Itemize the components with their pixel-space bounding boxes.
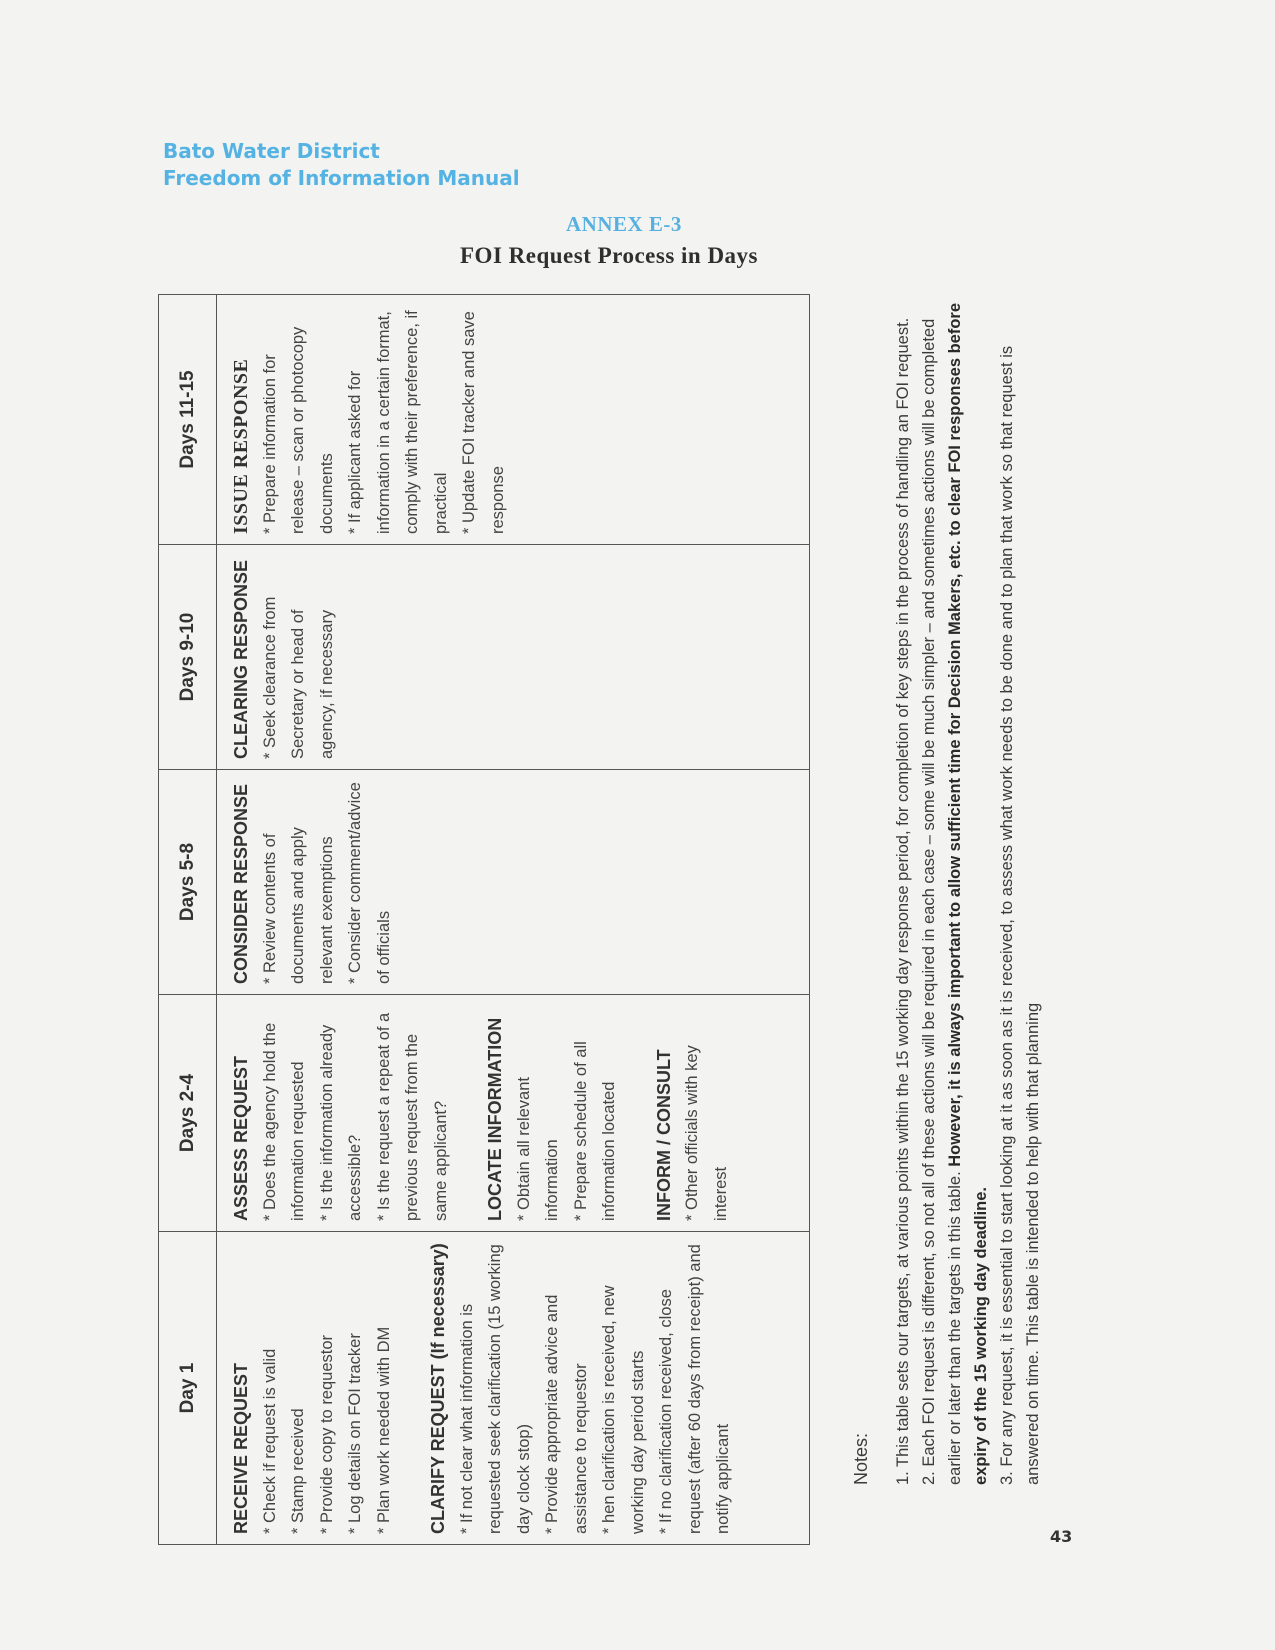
stage-title: ASSESS REQUEST	[231, 1055, 251, 1221]
step-item: * Obtain all relevant information	[514, 1077, 561, 1221]
column-header: Days 9-10	[159, 545, 217, 770]
stage-title: RECEIVE REQUEST	[231, 1362, 251, 1534]
page-title: FOI Request Process in Days	[460, 243, 759, 268]
step-item: * Prepare schedule of all information located	[571, 1041, 618, 1221]
step-item: * If no clarification received, close request (after 60 days from receipt) and notify applicant	[657, 1244, 732, 1534]
column-header: Days 2-4	[159, 995, 217, 1232]
foi-process-table	[158, 294, 810, 1545]
stage-title: CLARIFY REQUEST (If necessary)	[428, 1243, 448, 1534]
days-2-4-cell	[217, 995, 810, 1232]
step-item: * If applicant asked for information in a certain format, comply with their preference, if practical	[346, 310, 450, 534]
column-header: Days 5-8	[159, 770, 217, 995]
stage-title: ISSUE RESPONSE	[230, 358, 252, 534]
org-name: Bato Water District	[163, 139, 380, 163]
manual-title: Freedom of Information Manual	[163, 166, 520, 190]
annex-label: ANNEX E-3	[566, 212, 682, 236]
note-2	[916, 285, 994, 1485]
table-header-row	[159, 295, 217, 1545]
days-11-15-cell	[217, 295, 810, 545]
notes-heading: Notes:	[851, 1432, 871, 1485]
step-item: * Prepare information for release – scan or photocopy documents	[260, 326, 336, 534]
step-item: * Log details on FOI tracker	[346, 1333, 364, 1534]
step-item: * Review contents of documents and apply relevant exemptions	[260, 827, 336, 984]
note-2-text: 2. Each FOI request is different, so not all of these actions will be required in each case – some will be much simpler – and sometimes actions will be completed earlier or later than the targets in this table.	[920, 318, 964, 1485]
step-item: * Provide copy to requestor	[317, 1334, 336, 1534]
step-item: * Does the agency hold the information requested	[260, 1022, 307, 1221]
note-2-emphasis: However, it is always important to allow sufficient time for Decision Makers, etc. to clear FOI responses before expiry of the 15 working day deadline.	[946, 302, 990, 1485]
notes-section	[848, 285, 1046, 1485]
column-header: Days 11-15	[159, 295, 217, 545]
step-item: * Consider comment/advice of officials	[346, 782, 393, 984]
step-item: * If not clear what information is requested seek clarification (15 working day clock stop)	[457, 1244, 533, 1534]
note-1: 1. This table sets our targets, at various points within the 15 working day response period, for completion of key steps in the process of handling an FOI request.	[894, 317, 912, 1485]
column-header: Day 1	[159, 1232, 217, 1545]
days-9-10-cell	[217, 545, 810, 770]
day-1-cell	[217, 1232, 810, 1545]
note-3: 3. For any request, it is essential to start looking at it as soon as it is received, to assess what work needs to be done and to plan that work so that request is answered on time. This table is intended to help with that planning	[998, 345, 1042, 1485]
step-item: * Is the information already accessible?	[317, 1024, 364, 1221]
step-item: * Provide appropriate advice and assistance to requestor	[543, 1294, 590, 1534]
page-number: 43	[1050, 1527, 1073, 1546]
days-5-8-cell	[217, 770, 810, 995]
stage-title: CONSIDER RESPONSE	[231, 783, 251, 984]
step-item: * Check if request is valid	[260, 1348, 279, 1534]
step-item: * Plan work needed with DM	[374, 1326, 393, 1534]
step-item: * Other officials with key interest	[683, 1045, 730, 1221]
step-item: * Is the request a repeat of a previous request from the same applicant?	[374, 1012, 450, 1221]
stage-title: INFORM / CONSULT	[653, 1049, 674, 1221]
step-item: * Update FOI tracker and save response	[460, 311, 507, 534]
step-item: * Stamp received	[289, 1408, 307, 1534]
step-item: * Seek clearance from Secretary or head of agency, if necessary	[260, 596, 336, 759]
step-item: * hen clarification is received, new working day period starts	[600, 1285, 647, 1534]
table-row	[217, 295, 810, 1545]
rotated-content	[158, 295, 1058, 1545]
stage-title: CLEARING RESPONSE	[231, 559, 251, 759]
document-header	[163, 138, 520, 192]
stage-title: LOCATE INFORMATION	[485, 1017, 505, 1221]
